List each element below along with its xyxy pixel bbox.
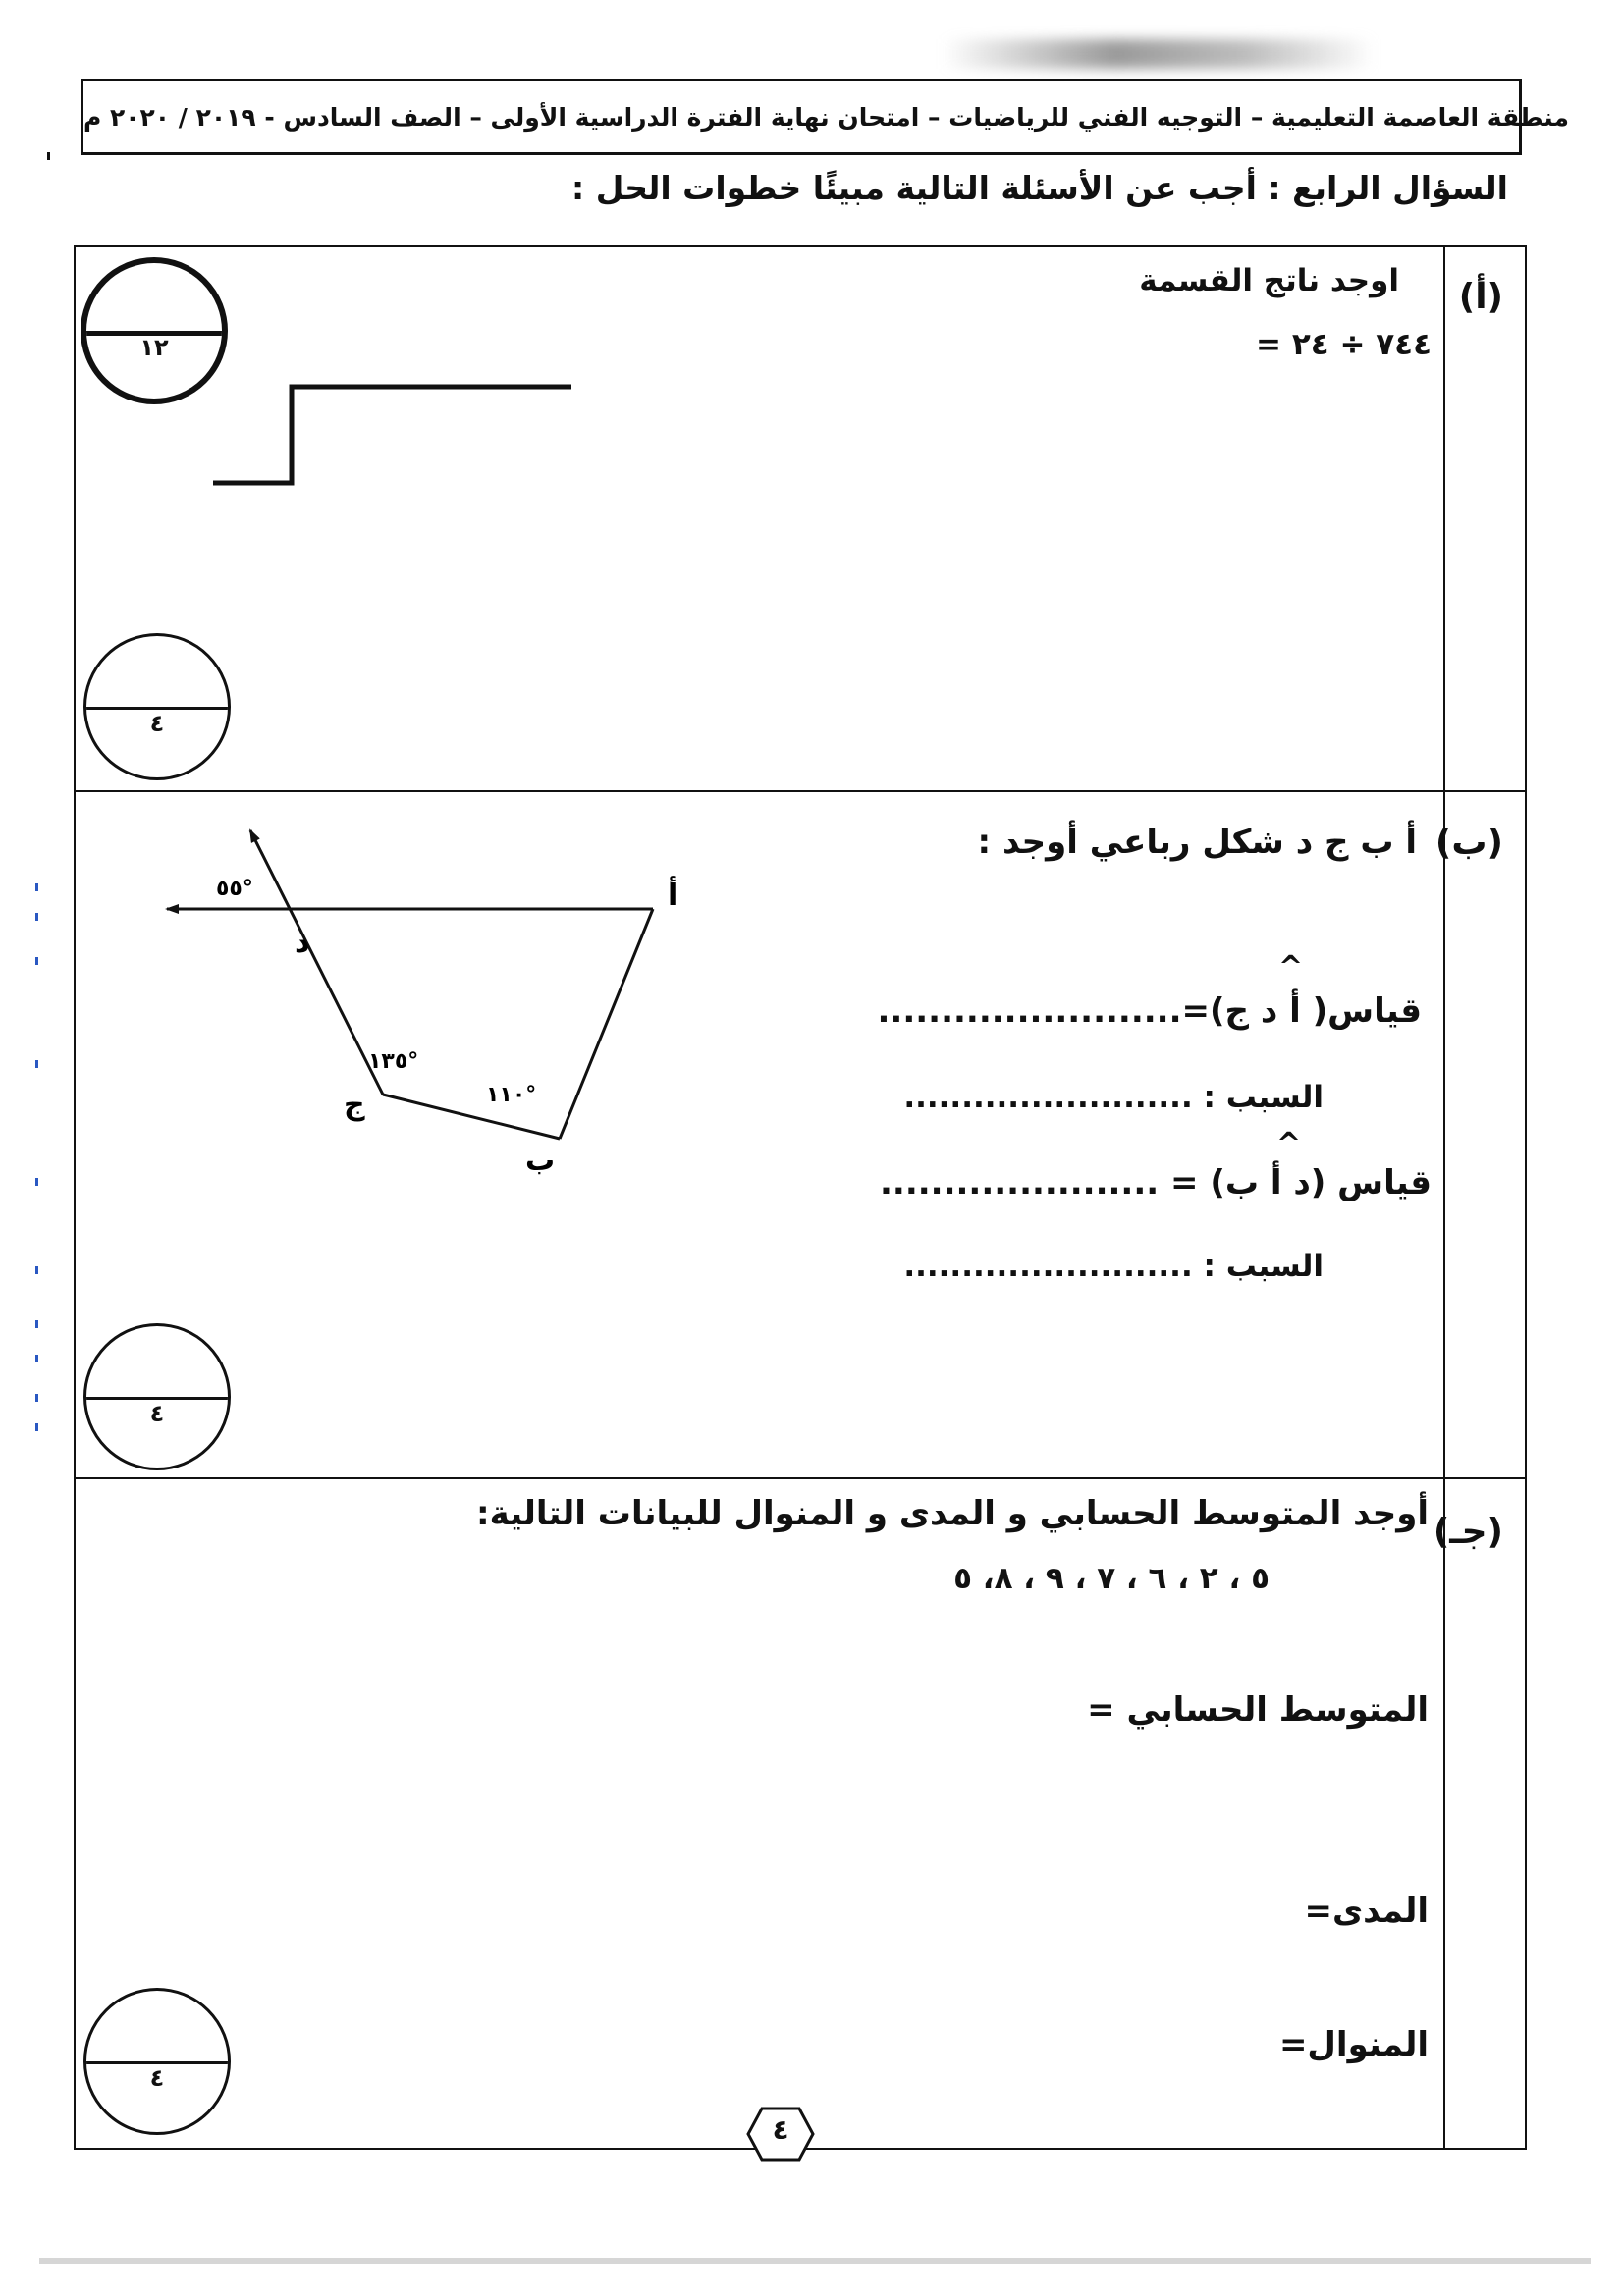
score-part-c-value: ٤: [149, 2063, 165, 2092]
mode-label: المنوال=: [1278, 2025, 1429, 2064]
range-label: المدى=: [1304, 1892, 1429, 1931]
part-b-line-1: قياس( أ د ج)=........................: [877, 991, 1422, 1031]
vertex-a: أ: [668, 879, 678, 913]
vertex-b: ب: [525, 1144, 556, 1178]
scan-speck: [35, 1266, 38, 1274]
scan-speck: [35, 883, 38, 891]
part-a-prompt: اوجد ناتج القسمة: [1139, 263, 1399, 298]
part-b-reason-1: السبب : .........................: [903, 1080, 1324, 1115]
angle-hat-2: ^: [1276, 1127, 1302, 1161]
scan-speck: [35, 1178, 38, 1186]
exam-header: [81, 79, 1569, 155]
scan-speck: [35, 1320, 38, 1328]
vertex-d: د: [295, 926, 310, 960]
divider-b-c: [74, 1477, 1527, 1479]
part-b-prompt: أ ب ج د شكل رباعي أوجد :: [977, 823, 1417, 862]
part-a-label: (أ): [1458, 277, 1503, 317]
scan-speck: [35, 1355, 38, 1362]
ray-c-d: [250, 830, 383, 1095]
angle-hat-1: ^: [1278, 950, 1304, 985]
mean-label: المتوسط الحسابي =: [1087, 1690, 1429, 1730]
divider-a-b: [74, 790, 1527, 792]
page-bottom-edge: [39, 2258, 1591, 2264]
header-text: منطقة العاصمة التعليمية – التوجيه الفني للرياضيات – امتحان نهاية الفترة الدراسية الأولى – الصف السادس - ٢٠١٩ / ٢٠٢٠ م: [83, 102, 1569, 132]
long-division-bracket: [196, 373, 589, 491]
score-circle-part-b: [83, 1323, 231, 1470]
scan-shadow: [943, 39, 1375, 69]
score-part-a-value: ٤: [149, 709, 165, 737]
part-b-line-2: قياس (د أ ب) = ......................: [880, 1163, 1432, 1202]
page-number-badge: [746, 2106, 815, 2163]
page-number: ٤: [772, 2113, 789, 2146]
part-b-reason-2: السبب : .........................: [903, 1249, 1324, 1284]
side-a-b: [560, 909, 653, 1139]
quadrilateral-figure: [147, 815, 697, 1188]
label-column-divider: [1443, 245, 1445, 2150]
part-b-label: (ب): [1434, 823, 1503, 863]
scan-speck: [47, 152, 50, 160]
part-c-label: (جـ): [1433, 1512, 1503, 1552]
scan-speck: [35, 957, 38, 965]
scan-speck: [35, 913, 38, 921]
vertex-c: ج: [344, 1088, 365, 1122]
score-circle-part-c: [83, 1988, 231, 2135]
scan-speck: [35, 1394, 38, 1402]
part-c-data: ٥ ، ٢ ، ٦ ، ٧ ، ٩ ، ٨، ٥: [953, 1561, 1270, 1596]
scan-speck: [35, 1060, 38, 1068]
part-c-prompt: أوجد المتوسط الحسابي و المدى و المنوال للبيانات التالية:: [476, 1494, 1429, 1533]
angle-exterior-label: ٥٥°: [216, 877, 253, 901]
angle-c-label: ١٣٥°: [368, 1049, 419, 1074]
score-total-value: ١٢: [139, 333, 169, 361]
scan-speck: [35, 1423, 38, 1431]
score-part-b-value: ٤: [149, 1399, 165, 1427]
part-a-expression: ٧٤٤ ÷ ٢٤ =: [1256, 327, 1432, 362]
score-circle-part-a: [83, 633, 231, 780]
question-title: السؤال الرابع : أجب عن الأسئلة التالية مبيئًا خطوات الحل :: [571, 169, 1508, 207]
angle-b-label: ١١٠°: [486, 1083, 537, 1107]
